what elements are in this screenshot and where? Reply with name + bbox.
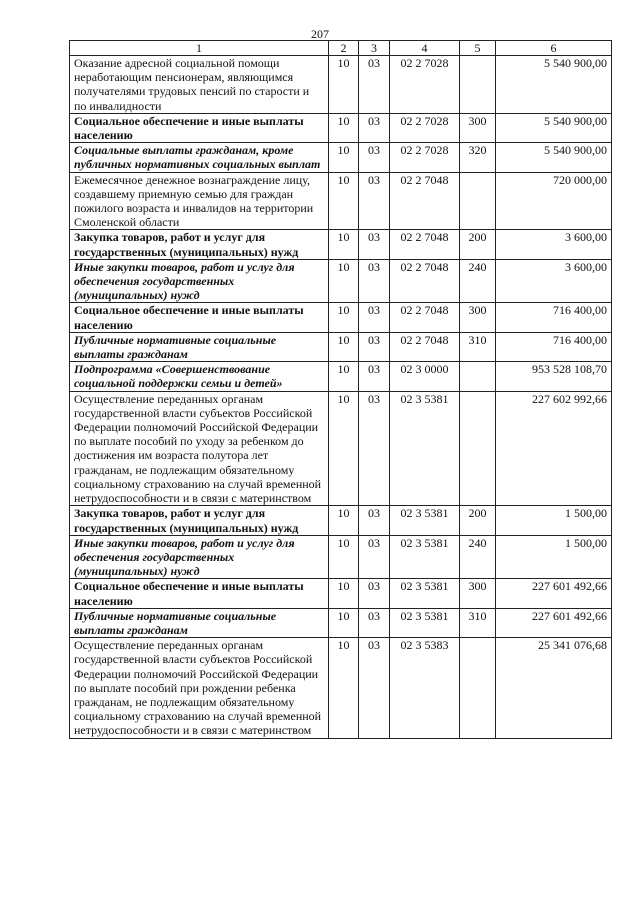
table-row: [70, 579, 612, 608]
section-code-cell: 10: [329, 259, 359, 303]
section-code-cell: 10: [329, 143, 359, 172]
table-row: [70, 113, 612, 142]
table-row: [70, 506, 612, 535]
section-code-cell: 10: [329, 113, 359, 142]
table-row: [70, 535, 612, 579]
target-article-cell: 02 3 5381: [390, 391, 460, 506]
amount-cell: 953 528 108,70: [496, 362, 612, 391]
table-row: [70, 303, 612, 332]
expense-type-cell: 300: [460, 113, 496, 142]
target-article-cell: 02 3 5381: [390, 535, 460, 579]
row-name-cell: Закупка товаров, работ и услуг для государственных (муниципальных) нужд: [70, 506, 329, 535]
amount-cell: 5 540 900,00: [496, 143, 612, 172]
expense-type-cell: 240: [460, 535, 496, 579]
row-name-cell: Социальные выплаты гражданам, кроме публичных нормативных социальных выплат: [70, 143, 329, 172]
row-name-cell: Осуществление переданных органам государственной власти субъектов Российской Федерации полномочий Российской Федерации по выплате пособий по уходу за ребенком до достижения им возраста полутора лет гражданам, не подлежащим обязательному социальному страхованию на случай временной нетрудоспособности и в связи с материнством: [70, 391, 329, 506]
amount-cell: 3 600,00: [496, 259, 612, 303]
expense-type-cell: 320: [460, 143, 496, 172]
amount-cell: 1 500,00: [496, 506, 612, 535]
row-name-cell: Иные закупки товаров, работ и услуг для обеспечения государственных (муниципальных) нужд: [70, 535, 329, 579]
table-row: [70, 56, 612, 114]
row-name-cell: Подпрограмма «Совершенствование социальной поддержки семьи и детей»: [70, 362, 329, 391]
table-row: [70, 638, 612, 738]
amount-cell: 720 000,00: [496, 172, 612, 230]
header-col-4: 4: [390, 41, 460, 56]
header-col-1: 1: [70, 41, 329, 56]
expense-type-cell: [460, 391, 496, 506]
expense-type-cell: [460, 172, 496, 230]
amount-cell: 716 400,00: [496, 332, 612, 361]
table-row: [70, 608, 612, 637]
header-col-2: 2: [329, 41, 359, 56]
subsection-code-cell: 03: [359, 172, 390, 230]
target-article-cell: 02 2 7028: [390, 143, 460, 172]
expense-type-cell: [460, 638, 496, 738]
target-article-cell: 02 2 7028: [390, 56, 460, 114]
header-col-6: 6: [496, 41, 612, 56]
subsection-code-cell: 03: [359, 230, 390, 259]
section-code-cell: 10: [329, 230, 359, 259]
row-name-cell: Осуществление переданных органам государственной власти субъектов Российской Федерации полномочий Российской Федерации по выплате пособий при рождении ребенка гражданам, не подлежащим обязательному социальному страхованию на случай временной нетрудоспособности и в связи с материнством: [70, 638, 329, 738]
expense-type-cell: [460, 56, 496, 114]
section-code-cell: 10: [329, 638, 359, 738]
table-row: [70, 362, 612, 391]
subsection-code-cell: 03: [359, 143, 390, 172]
amount-cell: 1 500,00: [496, 535, 612, 579]
header-row: [70, 41, 612, 56]
amount-cell: 5 540 900,00: [496, 113, 612, 142]
row-name-cell: Ежемесячное денежное вознаграждение лицу, создавшему приемную семью для граждан пожилого возраста и инвалидов на территории Смоленской области: [70, 172, 329, 230]
table-row: [70, 230, 612, 259]
amount-cell: 25 341 076,68: [496, 638, 612, 738]
table-row: [70, 332, 612, 361]
row-name-cell: Социальное обеспечение и иные выплаты населению: [70, 303, 329, 332]
subsection-code-cell: 03: [359, 56, 390, 114]
row-name-cell: Публичные нормативные социальные выплаты гражданам: [70, 332, 329, 361]
section-code-cell: 10: [329, 535, 359, 579]
amount-cell: 3 600,00: [496, 230, 612, 259]
section-code-cell: 10: [329, 172, 359, 230]
section-code-cell: 10: [329, 56, 359, 114]
subsection-code-cell: 03: [359, 535, 390, 579]
section-code-cell: 10: [329, 608, 359, 637]
subsection-code-cell: 03: [359, 391, 390, 506]
expense-type-cell: 200: [460, 506, 496, 535]
subsection-code-cell: 03: [359, 259, 390, 303]
target-article-cell: 02 3 5381: [390, 579, 460, 608]
section-code-cell: 10: [329, 506, 359, 535]
subsection-code-cell: 03: [359, 303, 390, 332]
section-code-cell: 10: [329, 579, 359, 608]
section-code-cell: 10: [329, 303, 359, 332]
expense-type-cell: 310: [460, 332, 496, 361]
expense-type-cell: 300: [460, 579, 496, 608]
row-name-cell: Публичные нормативные социальные выплаты гражданам: [70, 608, 329, 637]
subsection-code-cell: 03: [359, 362, 390, 391]
row-name-cell: Социальное обеспечение и иные выплаты населению: [70, 113, 329, 142]
amount-cell: 227 601 492,66: [496, 608, 612, 637]
row-name-cell: Оказание адресной социальной помощи неработающим пенсионерам, являющимся получателями трудовых пенсий по старости и по инвалидности: [70, 56, 329, 114]
section-code-cell: 10: [329, 332, 359, 361]
target-article-cell: 02 2 7048: [390, 230, 460, 259]
target-article-cell: 02 2 7028: [390, 113, 460, 142]
page-number: 207: [311, 27, 329, 41]
target-article-cell: 02 2 7048: [390, 332, 460, 361]
section-code-cell: 10: [329, 391, 359, 506]
target-article-cell: 02 2 7048: [390, 172, 460, 230]
target-article-cell: 02 3 5381: [390, 506, 460, 535]
expense-type-cell: 300: [460, 303, 496, 332]
expense-type-cell: 310: [460, 608, 496, 637]
target-article-cell: 02 2 7048: [390, 259, 460, 303]
subsection-code-cell: 03: [359, 332, 390, 361]
expense-type-cell: 240: [460, 259, 496, 303]
table-row: [70, 259, 612, 303]
row-name-cell: Иные закупки товаров, работ и услуг для обеспечения государственных (муниципальных) нужд: [70, 259, 329, 303]
target-article-cell: 02 3 5381: [390, 608, 460, 637]
header-col-5: 5: [460, 41, 496, 56]
row-name-cell: Социальное обеспечение и иные выплаты населению: [70, 579, 329, 608]
amount-cell: 5 540 900,00: [496, 56, 612, 114]
subsection-code-cell: 03: [359, 638, 390, 738]
budget-table: [69, 40, 612, 739]
amount-cell: 716 400,00: [496, 303, 612, 332]
subsection-code-cell: 03: [359, 113, 390, 142]
subsection-code-cell: 03: [359, 506, 390, 535]
subsection-code-cell: 03: [359, 608, 390, 637]
row-name-cell: Закупка товаров, работ и услуг для государственных (муниципальных) нужд: [70, 230, 329, 259]
expense-type-cell: 200: [460, 230, 496, 259]
amount-cell: 227 601 492,66: [496, 579, 612, 608]
table-row: [70, 172, 612, 230]
target-article-cell: 02 3 0000: [390, 362, 460, 391]
table-row: [70, 391, 612, 506]
target-article-cell: 02 3 5383: [390, 638, 460, 738]
expense-type-cell: [460, 362, 496, 391]
table-row: [70, 143, 612, 172]
subsection-code-cell: 03: [359, 579, 390, 608]
amount-cell: 227 602 992,66: [496, 391, 612, 506]
target-article-cell: 02 2 7048: [390, 303, 460, 332]
header-col-3: 3: [359, 41, 390, 56]
section-code-cell: 10: [329, 362, 359, 391]
